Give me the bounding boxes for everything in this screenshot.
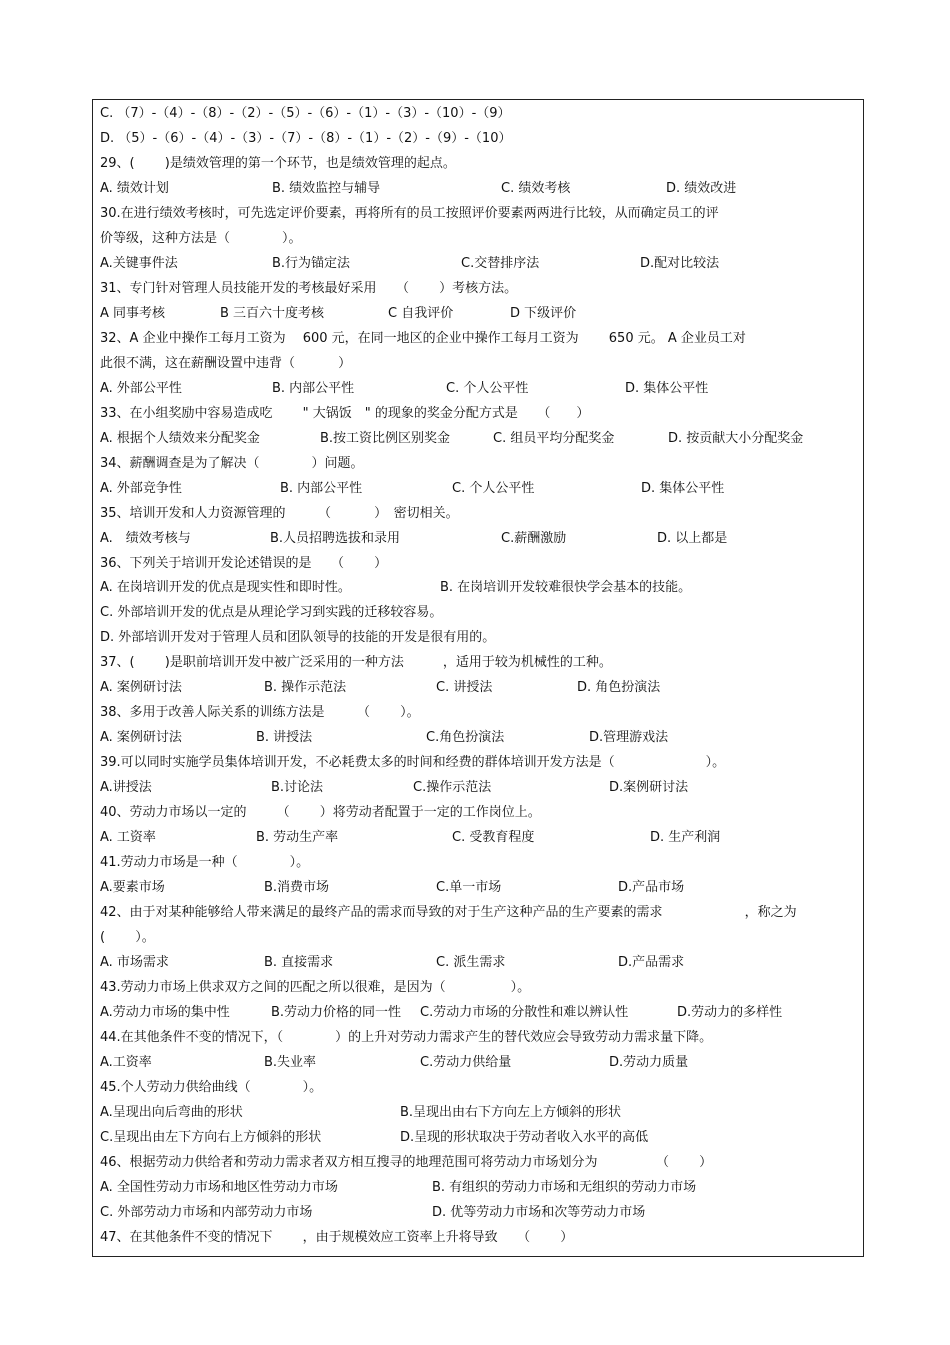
line-text: ( ）。 [100,930,155,945]
answer-option: A.讲授法 [100,780,152,795]
answer-option: A. 绩效计划 [100,181,169,196]
answer-option: A. 案例研讨法 [100,730,182,745]
answer-option: B. 内部公平性 [272,381,355,396]
answer-option: C. 讲授法 [436,680,493,695]
answer-option: A.劳动力市场的集中性 [100,1005,230,1020]
line-text: 29、( )是绩效管理的第一个环节，也是绩效管理的起点。 [100,156,456,171]
answer-option: D.配对比较法 [640,256,720,271]
line-text: 37、( )是职前培训开发中被广泛采用的一种方法 ，适用于较为机械性的工种。 [100,655,612,670]
answer-option: B.人员招聘选拔和录用 [270,531,401,546]
line-text: C. 外部培训开发的优点是从理论学习到实践的迁移较容易。 [100,605,443,620]
line-text: 41.劳动力市场是一种（ ）。 [100,855,310,870]
line-text: 42、由于对某种能够给人带来满足的最终产品的需求而导致的对于生产这种产品的生产要素的需求 ，称之为 [100,905,797,920]
line-text: 33、在小组奖励中容易造成吃 " 大锅饭 " 的现象的奖金分配方式是 （ ） [100,406,590,421]
answer-option: C.交替排序法 [461,256,540,271]
answer-option: C. 组员平均分配奖金 [493,431,615,446]
answer-option: D. 角色扮演法 [577,680,661,695]
line-text: 36、下列关于培训开发论述错误的是 （ ） [100,556,388,571]
answer-option: C.操作示范法 [413,780,492,795]
answer-option: D.管理游戏法 [589,730,669,745]
answer-option: D. 生产利润 [650,830,721,845]
line-text: 35、培训开发和人力资源管理的 （ ） 密切相关。 [100,506,459,521]
answer-option: A 同事考核 [100,306,166,321]
line-text: 43.劳动力市场上供求双方之间的匹配之所以很难，是因为（ ）。 [100,980,531,995]
line-text: D. 外部培训开发对于管理人员和团队领导的技能的开发是很有用的。 [100,630,496,645]
answer-option: C.角色扮演法 [426,730,505,745]
answer-option: C. 个人公平性 [452,481,535,496]
answer-option: B. 在岗培训开发较难很快学会基本的技能。 [440,580,692,595]
line-text: 45.个人劳动力供给曲线（ ）。 [100,1080,323,1095]
answer-option: B. 绩效监控与辅导 [272,181,381,196]
line-text: 44.在其他条件不变的情况下，（ ）的上升对劳动力需求产生的替代效应会导致劳动力需求量下降。 [100,1030,713,1045]
answer-option: C. 个人公平性 [446,381,529,396]
answer-option: D. 按贡献大小分配奖金 [668,431,804,446]
answer-option: C.劳动力市场的分散性和难以辨认性 [420,1005,629,1020]
answer-option: D. 优等劳动力市场和次等劳动力市场 [432,1205,646,1220]
answer-option: D 下级评价 [510,306,577,321]
answer-option: A. 市场需求 [100,955,169,970]
line-text: 价等级，这种方法是（ ）。 [100,231,302,246]
answer-option: A. 绩效考核与 [100,531,191,546]
answer-option: B.失业率 [264,1055,317,1070]
answer-option: C.劳动力供给量 [420,1055,512,1070]
answer-option: A. 工资率 [100,830,156,845]
line-text: 34、薪酬调查是为了解决（ ）问题。 [100,456,364,471]
line-text: C. （7）-（4）-（8）-（2）-（5）-（6）-（1）-（3）-（10）-（9） [100,106,511,121]
answer-option: B.按工资比例区别奖金 [320,431,451,446]
answer-option: D.劳动力质量 [609,1055,689,1070]
answer-option: A.关键事件法 [100,256,178,271]
line-text: 32、A 企业中操作工每月工资为 600 元，在同一地区的企业中操作工每月工资为 650 元。 A 企业员工对 [100,331,746,346]
answer-option: A.工资率 [100,1055,152,1070]
answer-option: C. 绩效考核 [501,181,571,196]
answer-option: A.呈现出向后弯曲的形状 [100,1105,243,1120]
answer-option: C. 外部劳动力市场和内部劳动力市场 [100,1205,313,1220]
answer-option: B 三百六十度考核 [220,306,325,321]
answer-option: B.行为锚定法 [272,256,351,271]
answer-option: B. 有组织的劳动力市场和无组织的劳动力市场 [432,1180,697,1195]
answer-option: A. 根据个人绩效来分配奖金 [100,431,260,446]
answer-option: A. 外部公平性 [100,381,182,396]
answer-option: B. 操作示范法 [264,680,347,695]
line-text: 47、在其他条件不变的情况下 ，由于规模效应工资率上升将导致 （ ） [100,1230,574,1245]
answer-option: C 自我评价 [388,306,454,321]
answer-option: A. 在岗培训开发的优点是现实性和即时性。 [100,580,351,595]
answer-option: A. 全国性劳动力市场和地区性劳动力市场 [100,1180,338,1195]
line-text: 39.可以同时实施学员集体培训开发，不必耗费太多的时间和经费的群体培训开发方法是（ ）。 [100,755,726,770]
answer-option: B. 内部公平性 [280,481,363,496]
answer-option: D.产品市场 [618,880,685,895]
line-text: D. （5）-（6）-（4）-（3）-（7）-（8）-（1）-（2）-（9）-（10） [100,131,512,146]
answer-option: B.讨论法 [271,780,324,795]
answer-option: D.产品需求 [618,955,685,970]
answer-option: C.薪酬激励 [501,531,567,546]
answer-option: A. 案例研讨法 [100,680,182,695]
line-text: 40、劳动力市场以一定的 （ ）将劳动者配置于一定的工作岗位上。 [100,805,541,820]
answer-option: D.呈现的形状取决于劳动者收入水平的高低 [400,1130,649,1145]
answer-option: D. 以上都是 [657,531,728,546]
answer-option: A. 外部竞争性 [100,481,182,496]
answer-option: D. 集体公平性 [625,381,709,396]
answer-option: B.消费市场 [264,880,330,895]
line-text: 30.在进行绩效考核时，可先选定评价要素，再将所有的员工按照评价要素两两进行比较，从而确定员工的评 [100,206,719,221]
answer-option: B. 劳动生产率 [256,830,339,845]
answer-option: C. 受教育程度 [452,830,535,845]
answer-option: B.劳动力价格的同一性 [271,1005,402,1020]
line-text: 38、多用于改善人际关系的训练方法是 （ ）。 [100,705,420,720]
answer-option: D.劳动力的多样性 [677,1005,783,1020]
answer-option: B. 讲授法 [256,730,313,745]
answer-option: B.呈现出由右下方向左上方倾斜的形状 [400,1105,622,1120]
answer-option: B. 直接需求 [264,955,334,970]
answer-option: C.单一市场 [436,880,502,895]
answer-option: D. 集体公平性 [641,481,725,496]
answer-option: C. 派生需求 [436,955,506,970]
answer-option: D.案例研讨法 [609,780,689,795]
answer-option: D. 绩效改进 [666,181,737,196]
line-text: 31、专门针对管理人员技能开发的考核最好采用 （ ）考核方法。 [100,281,518,296]
answer-option: A.要素市场 [100,880,165,895]
answer-option: C.呈现出由左下方向右上方倾斜的形状 [100,1130,322,1145]
line-text: 46、根据劳动力供给者和劳动力需求者双方相互搜寻的地理范围可将劳动力市场划分为 （ ） [100,1155,713,1170]
line-text: 此很不满，这在薪酬设置中违背（ ） [100,356,352,371]
